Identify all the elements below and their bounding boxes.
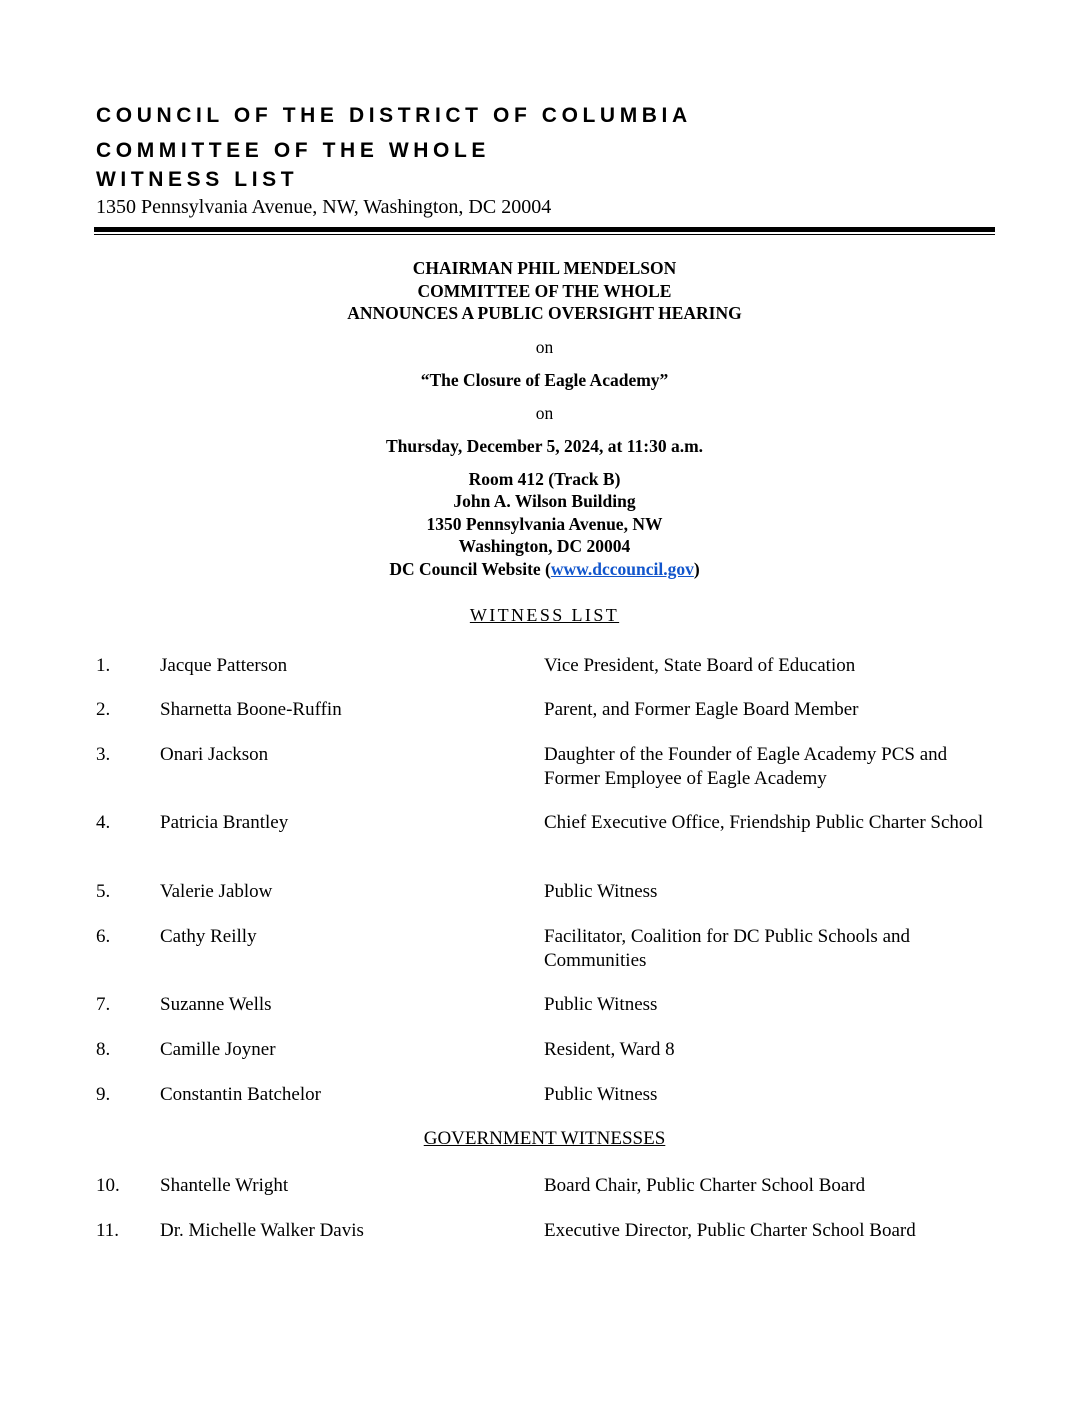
witness-list-title: WITNESS LIST xyxy=(469,605,620,625)
government-witnesses-title: GOVERNMENT WITNESSES xyxy=(423,1128,666,1149)
doc-type-heading: WITNESS LIST xyxy=(96,168,299,191)
witness-number: 10. xyxy=(96,1175,120,1196)
witness-role: Public Witness xyxy=(544,881,658,902)
witness-role: Executive Director, Public Charter School Board xyxy=(544,1220,916,1241)
header-rule-thick xyxy=(94,227,995,232)
website-suffix: ) xyxy=(693,559,700,579)
header-rule-thin xyxy=(94,234,995,235)
witness-number: 8. xyxy=(96,1039,111,1060)
witness-role: Board Chair, Public Charter School Board xyxy=(544,1175,866,1196)
government-witnesses-section xyxy=(94,1128,995,1150)
witness-name: Suzanne Wells xyxy=(160,994,272,1015)
website-line xyxy=(94,559,995,580)
witness-name: Camille Joyner xyxy=(160,1039,276,1060)
witness-name: Sharnetta Boone-Ruffin xyxy=(160,699,342,720)
witness-name: Dr. Michelle Walker Davis xyxy=(160,1220,364,1241)
witness-role: Public Witness xyxy=(544,1084,658,1105)
on-text-1: on xyxy=(535,337,554,357)
witness-number: 2. xyxy=(96,699,111,720)
witness-role: Vice President, State Board of Education xyxy=(544,655,856,676)
witness-list-section xyxy=(94,605,995,626)
website-prefix: DC Council Website ( xyxy=(389,559,551,579)
announcement-line3: ANNOUNCES A PUBLIC OVERSIGHT HEARING xyxy=(347,303,742,323)
header-address: 1350 Pennsylvania Avenue, NW, Washington, DC 20004 xyxy=(96,196,552,218)
on-text-2: on xyxy=(535,403,554,423)
witness-name: Valerie Jablow xyxy=(160,881,273,902)
website-link[interactable]: www.dccouncil.gov xyxy=(550,559,694,579)
hearing-street: 1350 Pennsylvania Avenue, NW xyxy=(426,514,663,534)
witness-role: Resident, Ward 8 xyxy=(544,1039,675,1060)
witness-number: 9. xyxy=(96,1084,111,1105)
hearing-room: Room 412 (Track B) xyxy=(468,469,621,489)
hearing-title: “The Closure of Eagle Academy” xyxy=(420,370,669,390)
witness-number: 3. xyxy=(96,744,111,765)
witness-number: 1. xyxy=(96,655,111,676)
witness-number: 5. xyxy=(96,881,111,902)
witness-name: Shantelle Wright xyxy=(160,1175,289,1196)
witness-name: Constantin Batchelor xyxy=(160,1084,321,1105)
hearing-datetime: Thursday, December 5, 2024, at 11:30 a.m. xyxy=(385,436,704,456)
witness-number: 6. xyxy=(96,926,111,947)
witness-name: Cathy Reilly xyxy=(160,926,257,947)
committee-heading: COMMITTEE OF THE WHOLE xyxy=(96,139,491,162)
witness-role: Parent, and Former Eagle Board Member xyxy=(544,699,859,720)
witness-name: Patricia Brantley xyxy=(160,812,289,833)
witness-name: Jacque Patterson xyxy=(160,655,288,676)
witness-role: Facilitator, Coalition for DC Public Schools and Communities xyxy=(544,926,911,971)
announcement-line1: CHAIRMAN PHIL MENDELSON xyxy=(412,258,677,278)
witness-role: Daughter of the Founder of Eagle Academy PCS and Former Employee of Eagle Academy xyxy=(544,744,948,789)
witness-role: Chief Executive Office, Friendship Public Charter School xyxy=(544,812,984,833)
hearing-building: John A. Wilson Building xyxy=(453,491,636,511)
witness-role: Public Witness xyxy=(544,994,658,1015)
witness-name: Onari Jackson xyxy=(160,744,269,765)
org-heading: COUNCIL OF THE DISTRICT OF COLUMBIA xyxy=(96,104,692,127)
witness-number: 7. xyxy=(96,994,111,1015)
witness-number: 4. xyxy=(96,812,111,833)
witness-number: 11. xyxy=(96,1220,120,1241)
announcement-line2: COMMITTEE OF THE WHOLE xyxy=(417,281,672,301)
hearing-city: Washington, DC 20004 xyxy=(458,536,631,556)
